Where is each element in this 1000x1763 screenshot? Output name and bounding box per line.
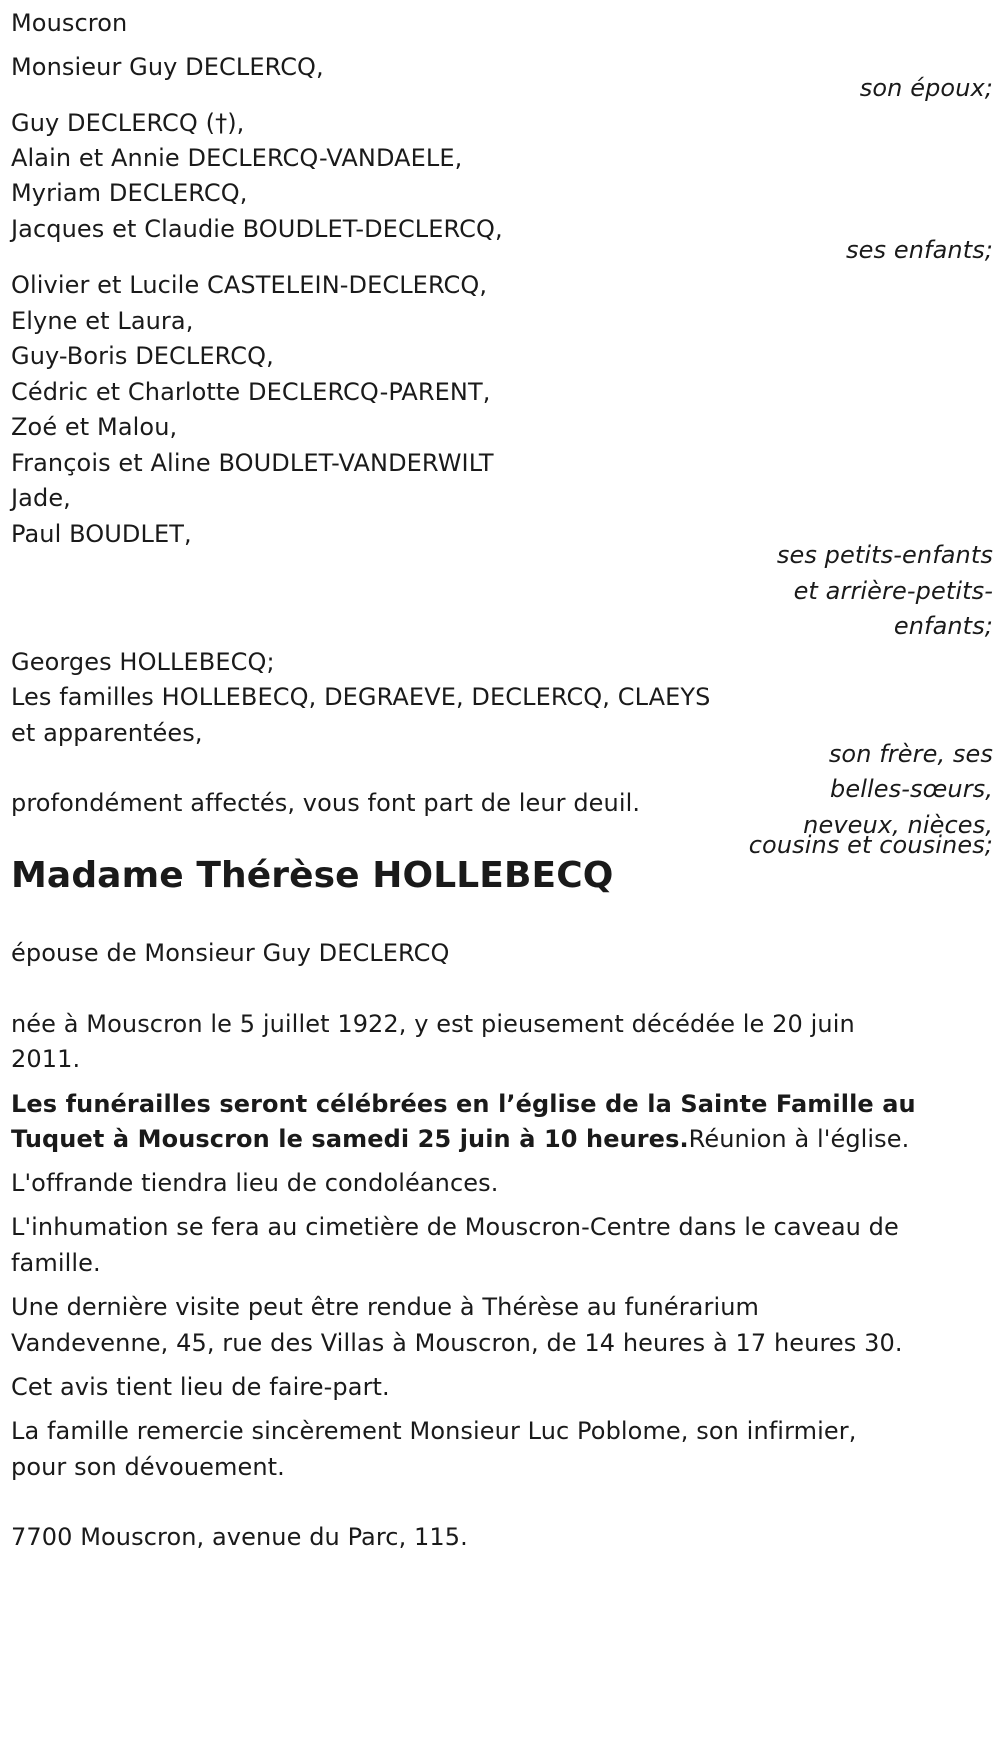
family-relation-line: belles-sœurs, [830, 775, 993, 803]
family-relation-line: cousins et cousines; [748, 831, 993, 859]
grandchildren-relation-line: ses petits-enfants [776, 541, 993, 569]
burial-line: L'inhumation se fera au cimetière de Mouscron-Centre dans le caveau de [11, 1213, 899, 1241]
birth-death-line: née à Mouscron le 5 juillet 1922, y est pieusement décédée le 20 juin [11, 1010, 855, 1038]
address-text: 7700 Mouscron, avenue du Parc, 115. [11, 1523, 468, 1551]
deceased-name: Madame Thérèse HOLLEBECQ [11, 855, 614, 896]
grandchild-line: Guy-Boris DECLERCQ, [11, 342, 274, 370]
family-line: et apparentées, [11, 719, 203, 747]
child-line: Jacques et Claudie BOUDLET-DECLERCQ, [11, 215, 503, 243]
funeral-info-line: Les funérailles seront célébrées en l’église de la Sainte Famille au [11, 1090, 916, 1118]
burial-line: famille. [11, 1249, 101, 1277]
children-relation: ses enfants; [846, 236, 993, 264]
notice-text: Cet avis tient lieu de faire-part. [11, 1373, 390, 1401]
visit-line: Vandevenne, 45, rue des Villas à Mouscron, de 14 heures à 17 heures 30. [11, 1329, 903, 1357]
sibling-line: Georges HOLLEBECQ; [11, 648, 275, 676]
family-line: Les familles HOLLEBECQ, DEGRAEVE, DECLERCQ, CLAEYS [11, 683, 711, 711]
family-relation-line: neveux, nièces, [803, 811, 993, 839]
grandchild-line: Cédric et Charlotte DECLERCQ-PARENT, [11, 378, 491, 406]
offering-text: L'offrande tiendra lieu de condoléances. [11, 1169, 499, 1197]
grandchildren-relation-line: et arrière-petits- [793, 577, 993, 605]
thanks-line: pour son dévouement. [11, 1453, 285, 1481]
visit-line: Une dernière visite peut être rendue à Thérèse au funérarium [11, 1293, 760, 1321]
announcement-text: profondément affectés, vous font part de leur deuil. [11, 789, 641, 817]
child-line: Guy DECLERCQ (†), [11, 109, 245, 137]
funeral-info-line-2 [11, 1124, 909, 1154]
grandchild-line: Olivier et Lucile CASTELEIN-DECLERCQ, [11, 271, 488, 299]
spouse-relation: son époux; [859, 74, 993, 102]
child-line: Alain et Annie DECLERCQ-VANDAELE, [11, 144, 463, 172]
grandchild-line: Jade, [11, 484, 71, 512]
grandchild-line: François et Aline BOUDLET-VANDERWILT [11, 449, 494, 477]
grandchildren-relation-line: enfants; [893, 612, 993, 640]
grandchild-line: Paul BOUDLET, [11, 520, 192, 548]
city-heading: Mouscron [11, 9, 128, 37]
funeral-info-bold: Tuquet à Mouscron le samedi 25 juin à 10 heures. [11, 1125, 689, 1153]
funeral-meeting: Réunion à l'église. [688, 1125, 910, 1153]
spouse-of: épouse de Monsieur Guy DECLERCQ [11, 939, 450, 967]
spouse-name: Monsieur Guy DECLERCQ, [11, 53, 324, 81]
family-relation-line: son frère, ses [828, 740, 993, 768]
birth-death-line: 2011. [11, 1045, 81, 1073]
grandchild-line: Elyne et Laura, [11, 307, 194, 335]
thanks-line: La famille remercie sincèrement Monsieur Luc Poblome, son infirmier, [11, 1417, 857, 1445]
grandchild-line: Zoé et Malou, [11, 413, 178, 441]
child-line: Myriam DECLERCQ, [11, 179, 248, 207]
